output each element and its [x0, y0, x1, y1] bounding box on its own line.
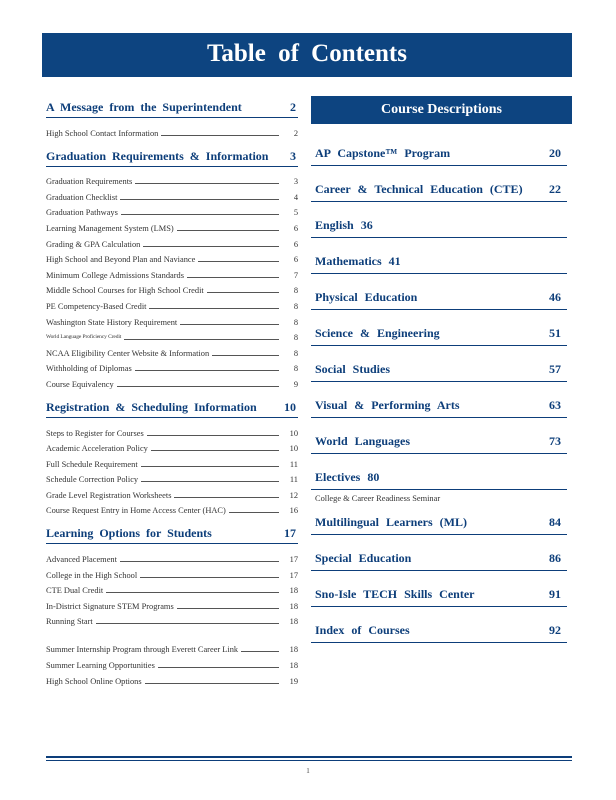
section-heading-page: 2	[290, 100, 296, 114]
dot-leader	[174, 497, 279, 498]
course-section-heading[interactable]	[311, 326, 567, 346]
course-section-label: Visual & Performing Arts	[315, 398, 460, 412]
toc-entry[interactable]	[46, 454, 298, 470]
dot-leader	[140, 577, 279, 578]
toc-entry-label: Full Schedule Requirement	[46, 459, 138, 469]
toc-entry-label: Academic Acceleration Policy	[46, 444, 148, 454]
dot-leader	[135, 183, 279, 184]
course-description-list	[311, 146, 572, 643]
toc-entry-label: Minimum College Admissions Standards	[46, 270, 184, 280]
course-section-label: AP Capstone™ Program	[315, 146, 451, 160]
course-section-heading[interactable]	[311, 362, 567, 382]
toc-entry-page: 18	[289, 617, 298, 627]
course-section-heading[interactable]	[311, 398, 567, 418]
toc-entry-label: Advanced Placement	[46, 555, 117, 565]
section-heading-page: 3	[290, 148, 296, 163]
dot-leader	[117, 386, 279, 387]
course-section-heading[interactable]	[311, 515, 567, 535]
section-heading-page: 10	[284, 399, 296, 414]
toc-entry-page: 2	[293, 128, 298, 138]
dot-leader	[96, 623, 279, 624]
course-descriptions-banner: Course Descriptions	[311, 96, 572, 124]
toc-entry[interactable]	[46, 549, 298, 565]
toc-entry[interactable]	[46, 359, 298, 375]
toc-entry-page: 18	[289, 661, 298, 671]
toc-entry-page: 17	[289, 570, 298, 580]
toc-entry-page: 3	[293, 177, 298, 187]
left-column	[46, 100, 298, 697]
course-section-label: Career & Technical Education (CTE)	[315, 182, 523, 196]
course-section-label: Index of Courses	[315, 623, 410, 637]
toc-entry-page: 16	[289, 506, 298, 516]
toc-entry[interactable]	[46, 423, 298, 439]
course-section-heading[interactable]	[311, 434, 567, 454]
toc-entry[interactable]	[46, 439, 298, 455]
dot-leader	[149, 308, 279, 309]
section-heading-label: A Message from the Superintendent	[46, 100, 242, 114]
toc-entry-page: 11	[289, 475, 298, 485]
course-section-heading[interactable]	[311, 218, 567, 238]
course-section-page: 91	[549, 587, 561, 601]
section-heading[interactable]	[46, 526, 298, 544]
dot-leader	[135, 370, 279, 371]
course-section-page: 46	[549, 290, 561, 304]
dot-leader	[198, 261, 279, 262]
toc-entry-page: 19	[289, 676, 298, 686]
dot-leader	[207, 292, 279, 293]
toc-entry-page: 8	[293, 317, 298, 327]
right-column	[311, 96, 572, 659]
course-section-page: 73	[549, 434, 561, 448]
dot-leader	[143, 246, 279, 247]
toc-entry-label: High School Contact Information	[46, 128, 159, 138]
section-entries	[46, 123, 298, 139]
section-heading[interactable]	[46, 100, 298, 118]
dot-leader	[158, 667, 279, 668]
dot-leader	[151, 450, 279, 451]
toc-entry-page: 18	[289, 586, 298, 596]
dot-leader	[177, 230, 279, 231]
toc-entry-page: 5	[293, 208, 298, 218]
toc-entry[interactable]	[46, 187, 298, 203]
toc-entry-page: 7	[293, 270, 298, 280]
course-section-page: 57	[549, 362, 561, 376]
toc-entry-label: Graduation Checklist	[46, 192, 118, 202]
toc-entry-label: Middle School Courses for High School Credit	[46, 286, 204, 296]
toc-entry[interactable]	[46, 596, 298, 612]
toc-entry[interactable]	[46, 343, 298, 359]
course-section-heading[interactable]	[311, 587, 567, 607]
dot-leader	[241, 651, 279, 652]
course-section-label: Physical Education	[315, 290, 418, 304]
section-entries	[46, 172, 298, 390]
toc-entry[interactable]	[46, 565, 298, 581]
dot-leader	[141, 466, 279, 467]
toc-entry-label: Grading & GPA Calculation	[46, 239, 141, 249]
section-entries	[46, 423, 298, 517]
toc-entry[interactable]	[46, 485, 298, 501]
course-section-label: World Languages	[315, 434, 411, 448]
section-heading[interactable]	[46, 149, 298, 167]
toc-entry[interactable]	[46, 470, 298, 486]
toc-entry-label: NCAA Eligibility Center Website & Information	[46, 348, 210, 358]
course-section-label: Social Studies	[315, 362, 391, 376]
toc-entry-label: Withholding of Diplomas	[46, 364, 132, 374]
course-section-page: 22	[549, 182, 561, 196]
section-heading-page: 17	[284, 526, 296, 541]
toc-entry-label: High School Online Options	[46, 676, 142, 686]
course-section-page: 63	[549, 398, 561, 412]
dot-leader	[161, 135, 279, 136]
section-entries	[46, 549, 298, 686]
course-section-label: Science & Engineering	[315, 326, 440, 340]
dot-leader	[106, 592, 279, 593]
section-heading-label: Graduation Requirements & Information	[46, 148, 269, 163]
toc-entry[interactable]	[46, 172, 298, 188]
dot-leader	[145, 683, 279, 684]
toc-entry-page: 12	[289, 490, 298, 500]
toc-entry-label: Washington State History Requirement	[46, 317, 178, 327]
toc-entry[interactable]	[46, 374, 298, 390]
toc-entry[interactable]	[46, 328, 298, 344]
course-section-label: Mathematics 41	[315, 254, 401, 268]
dot-leader	[121, 214, 279, 215]
course-section-page: 86	[549, 551, 561, 565]
course-section-heading[interactable]	[311, 470, 567, 490]
dot-leader	[120, 199, 279, 200]
dot-leader	[147, 435, 279, 436]
toc-entry-label: World Language Proficiency Credit	[46, 334, 122, 341]
toc-entry-label: Learning Management System (LMS)	[46, 223, 174, 233]
course-section-heading[interactable]	[311, 254, 567, 274]
toc-entry-label: Course Request Entry in Home Access Center (HAC)	[46, 506, 226, 516]
toc-entry[interactable]	[46, 581, 298, 597]
dot-leader	[212, 355, 279, 356]
section-heading-label: Registration & Scheduling Information	[46, 399, 257, 414]
page-number: 1	[306, 767, 310, 775]
toc-entry[interactable]	[46, 671, 298, 687]
footer-rule	[46, 756, 572, 761]
toc-entry-page: 18	[289, 601, 298, 611]
toc-entry-label: Graduation Requirements	[46, 177, 133, 187]
course-section-heading[interactable]	[311, 623, 567, 643]
dot-leader	[141, 481, 279, 482]
toc-entry-label: Graduation Pathways	[46, 208, 118, 218]
toc-entry-label: Steps to Register for Courses	[46, 428, 144, 438]
toc-entry-page: 4	[293, 192, 298, 202]
toc-entry-page: 8	[293, 286, 298, 296]
toc-entry-label: Grade Level Registration Worksheets	[46, 490, 172, 500]
dot-leader	[180, 324, 279, 325]
toc-entry-label: Course Equivalency	[46, 379, 114, 389]
dot-leader	[229, 512, 279, 513]
course-section-label: Electives 80	[315, 470, 380, 484]
toc-entry[interactable]	[46, 203, 298, 219]
course-section-page: 20	[549, 146, 561, 160]
toc-entry-page: 11	[289, 459, 298, 469]
toc-entry[interactable]	[46, 281, 298, 297]
page-title: Table of Contents	[42, 33, 572, 77]
toc-entry[interactable]	[46, 655, 298, 671]
course-section-label: Sno-Isle TECH Skills Center	[315, 587, 475, 601]
course-section-label: Special Education	[315, 551, 412, 565]
section-heading[interactable]	[46, 400, 298, 418]
toc-entry-label: Schedule Correction Policy	[46, 475, 139, 485]
toc-entry[interactable]	[46, 123, 298, 139]
toc-entry[interactable]	[46, 612, 298, 628]
toc-entry-label: Summer Internship Program through Everett Career Link	[46, 645, 239, 655]
toc-entry-page: 8	[293, 348, 298, 358]
toc-entry-page: 18	[289, 645, 298, 655]
toc-entry-label: College in the High School	[46, 570, 138, 580]
course-section-heading[interactable]	[311, 551, 567, 571]
toc-entry-page: 8	[293, 364, 298, 374]
toc-entry-page: 10	[289, 444, 298, 454]
course-section-page: 51	[549, 326, 561, 340]
toc-entry-page: 6	[293, 255, 298, 265]
toc-entry[interactable]	[46, 296, 298, 312]
toc-entry-page: 10	[289, 428, 298, 438]
course-subentry[interactable]: College & Career Readiness Seminar	[315, 494, 441, 503]
toc-entry-label: CTE Dual Credit	[46, 586, 104, 596]
toc-entry[interactable]	[46, 265, 298, 281]
toc-entry[interactable]	[46, 234, 298, 250]
toc-entry-page: 6	[293, 239, 298, 249]
toc-entry[interactable]	[46, 501, 298, 517]
course-section-heading[interactable]	[311, 182, 567, 202]
section-heading-label: Learning Options for Students	[46, 526, 212, 541]
toc-entry-label: High School and Beyond Plan and Naviance	[46, 255, 196, 265]
toc-entry-page: 17	[289, 555, 298, 565]
toc-entry-label: Summer Learning Opportunities	[46, 661, 155, 671]
toc-entry[interactable]	[46, 250, 298, 266]
toc-entry-page: 8	[293, 333, 298, 343]
toc-entry-label: Running Start	[46, 617, 93, 627]
course-section-label: English 36	[315, 218, 373, 232]
dot-leader	[124, 339, 279, 340]
dot-leader	[177, 608, 279, 609]
toc-entry-page: 8	[293, 301, 298, 311]
toc-entry-page: 6	[293, 223, 298, 233]
toc-entry[interactable]	[46, 312, 298, 328]
toc-entry[interactable]	[46, 627, 298, 655]
dot-leader	[187, 277, 279, 278]
toc-entry-label: In-District Signature STEM Programs	[46, 601, 174, 611]
toc-entry-label: PE Competency-Based Credit	[46, 301, 147, 311]
course-section-page: 84	[549, 515, 561, 529]
toc-entry-page: 9	[293, 379, 298, 389]
course-section-heading[interactable]	[311, 290, 567, 310]
course-section-heading[interactable]	[311, 146, 567, 166]
course-section-label: Multilingual Learners (ML)	[315, 515, 467, 529]
toc-entry[interactable]	[46, 218, 298, 234]
course-section-page: 92	[549, 623, 561, 637]
dot-leader	[120, 561, 279, 562]
